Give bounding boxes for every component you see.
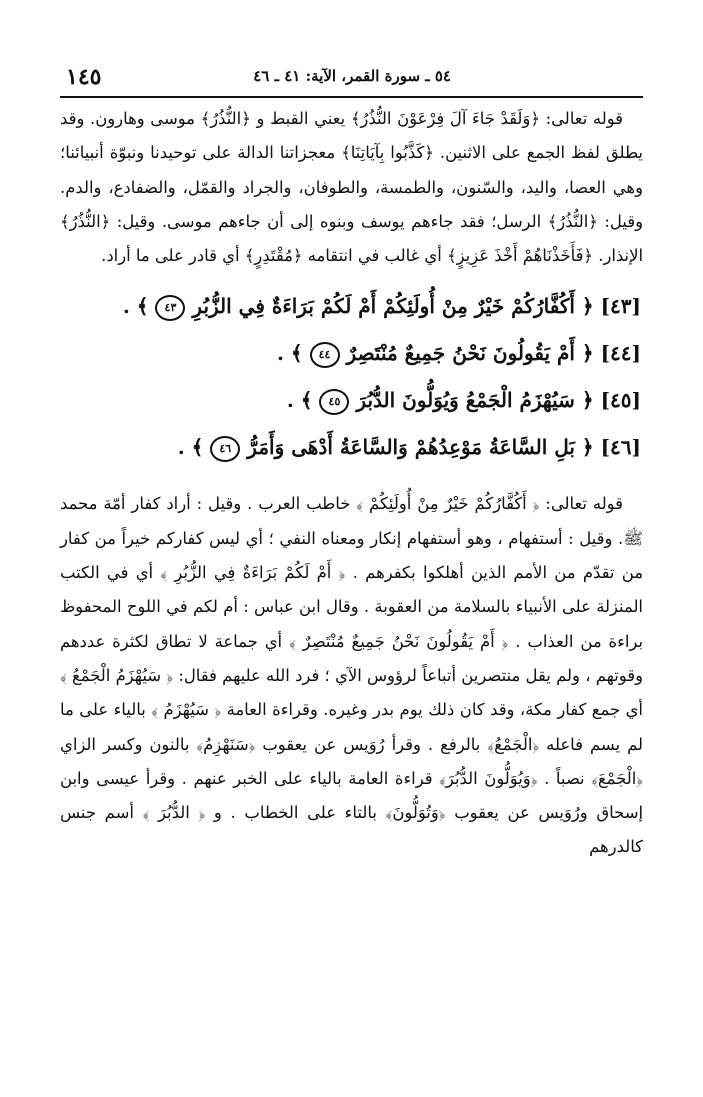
verse-end: ﴾ .: [276, 341, 303, 366]
verses-block: [60, 283, 643, 471]
verse-number: [٤٥]: [600, 388, 641, 413]
verse-text: ﴿ سَيُهْزَمُ الْجَمْعُ وَيُوَلُّونَ الدُّبُرَ: [356, 388, 594, 413]
page-body: [60, 102, 643, 865]
verse-number: [٤٤]: [600, 341, 641, 366]
commentary-paragraph: قوله تعالى: ﴿وَلَقَدْ جَاءَ آلَ فِرْعَوْنَ النُّذُرُ﴾ يعني القبط و ﴿النُّذُرُ﴾ موسى وهارون. وقد يطلق لفظ الجمع على الاثنين. ﴿كَذَّبُوا بِآيَاتِنَا﴾ معجزاتنا الدالة على توحيدنا ونبوّة أنبيائنا؛ وهي العصا، واليد، والسّنون، والطمسة، والطوفان، والجراد والقمّل، والضفادع، والدم. وقيل: ﴿النُّذُرُ﴾ الرسل؛ فقد جاءهم يوسف وبنوه إلى أن جاءهم موسى. وقيل: ﴿النُّذُرُ﴾ الإنذار. ﴿فَأَخَذْنَاهُمْ أَخْذَ عَزِيزٍ﴾ أي غالب في انتقامه ﴿مُقْتَدِرٍ﴾ أي قادر على ما أراد.: [60, 109, 643, 266]
ayah-end-marker-icon: ٤٦: [210, 436, 240, 462]
running-title: ٥٤ ـ سورة القمر، الآية: ٤١ ـ ٤٦: [253, 67, 451, 85]
verse-line: [60, 283, 643, 330]
verse-line: [60, 377, 643, 424]
verse-text: ﴿ بَلِ السَّاعَةُ مَوْعِدُهُمْ وَالسَّاعَةُ أَدْهَى وَأَمَرُّ: [247, 435, 594, 460]
verse-end: ﴾ .: [177, 435, 204, 460]
verse-end: ﴾ .: [122, 294, 149, 319]
verse-number: [٤٣]: [600, 294, 641, 319]
ayah-end-marker-icon: ٤٥: [319, 389, 349, 415]
verse-text: ﴿ أَكُفَّارُكُمْ خَيْرٌ مِنْ أُولَئِكُمْ أَمْ لَكُمْ بَرَاءَةٌ فِي الزُّبُرِ: [192, 294, 594, 319]
verse-line: [60, 330, 643, 377]
page-number: ١٤٥: [66, 64, 102, 90]
commentary-paragraph: قوله تعالى: ﴿ أَكُفَّارُكُمْ خَيْرٌ مِنْ أُولَئِكُمْ ﴾ خاطب العرب . وقيل : أراد كفار أمّة محمد ﷺ. وقيل : أستفهام ، وهو أستفهام إنكار ومعناه النفي ؛ أي ليس كفاركم خيراً من كفار من تقدّم من الأمم الذين أهلكوا بكفرهم . ﴿ أَمْ لَكُمْ بَرَاءَةٌ فِي الزُّبُرِ ﴾ أي في الكتب المنزلة على الأنبياء بالسلامة من العقوبة . وقال ابن عباس : أم لكم في اللوح المحفوظ براءة من العذاب . ﴿ أَمْ يَقُولُونَ نَحْنُ جَمِيعٌ مُنْتَصِرٌ ﴾ أي جماعة لا تطاق لكثرة عددهم وقوتهم ، ولم يقل منتصرين أتباعاً لرؤوس الآي ؛ فرد الله عليهم فقال: ﴿ سَيُهْزَمُ الْجَمْعُ ﴾ أي جمع كفار مكة، وقد كان ذلك يوم بدر وغيره. وقراءة العامة ﴿ سَيُهْزَمُ ﴾ بالياء على ما لم يسم فاعله ﴿الْجَمْعُ﴾ بالرفع . وقرأ رُوَيس عن يعقوب ﴿سَنَهْزِمُ﴾ بالنون وكسر الزاي ﴿الْجَمْعَ﴾ نصباً . ﴿وَيُوَلُّونَ الدُّبُرَ﴾ قراءة العامة بالياء على الخبر عنهم . وقرأ عيسى وابن إسحاق ورُوَيس عن يعقوب ﴿وَتُوَلُّونَ﴾ بالتاء على الخطاب . و ﴿ الدُّبُرَ ﴾ أسم جنس كالدرهم: [60, 494, 643, 857]
page-header: [60, 62, 643, 98]
verse-end: ﴾ .: [286, 388, 313, 413]
ayah-end-marker-icon: ٤٤: [310, 342, 340, 368]
verse-line: [60, 424, 643, 471]
ayah-end-marker-icon: ٤٣: [155, 295, 185, 321]
verse-text: ﴿ أَمْ يَقُولُونَ نَحْنُ جَمِيعٌ مُنْتَصِرٌ: [346, 341, 594, 366]
verse-number: [٤٦]: [600, 435, 641, 460]
